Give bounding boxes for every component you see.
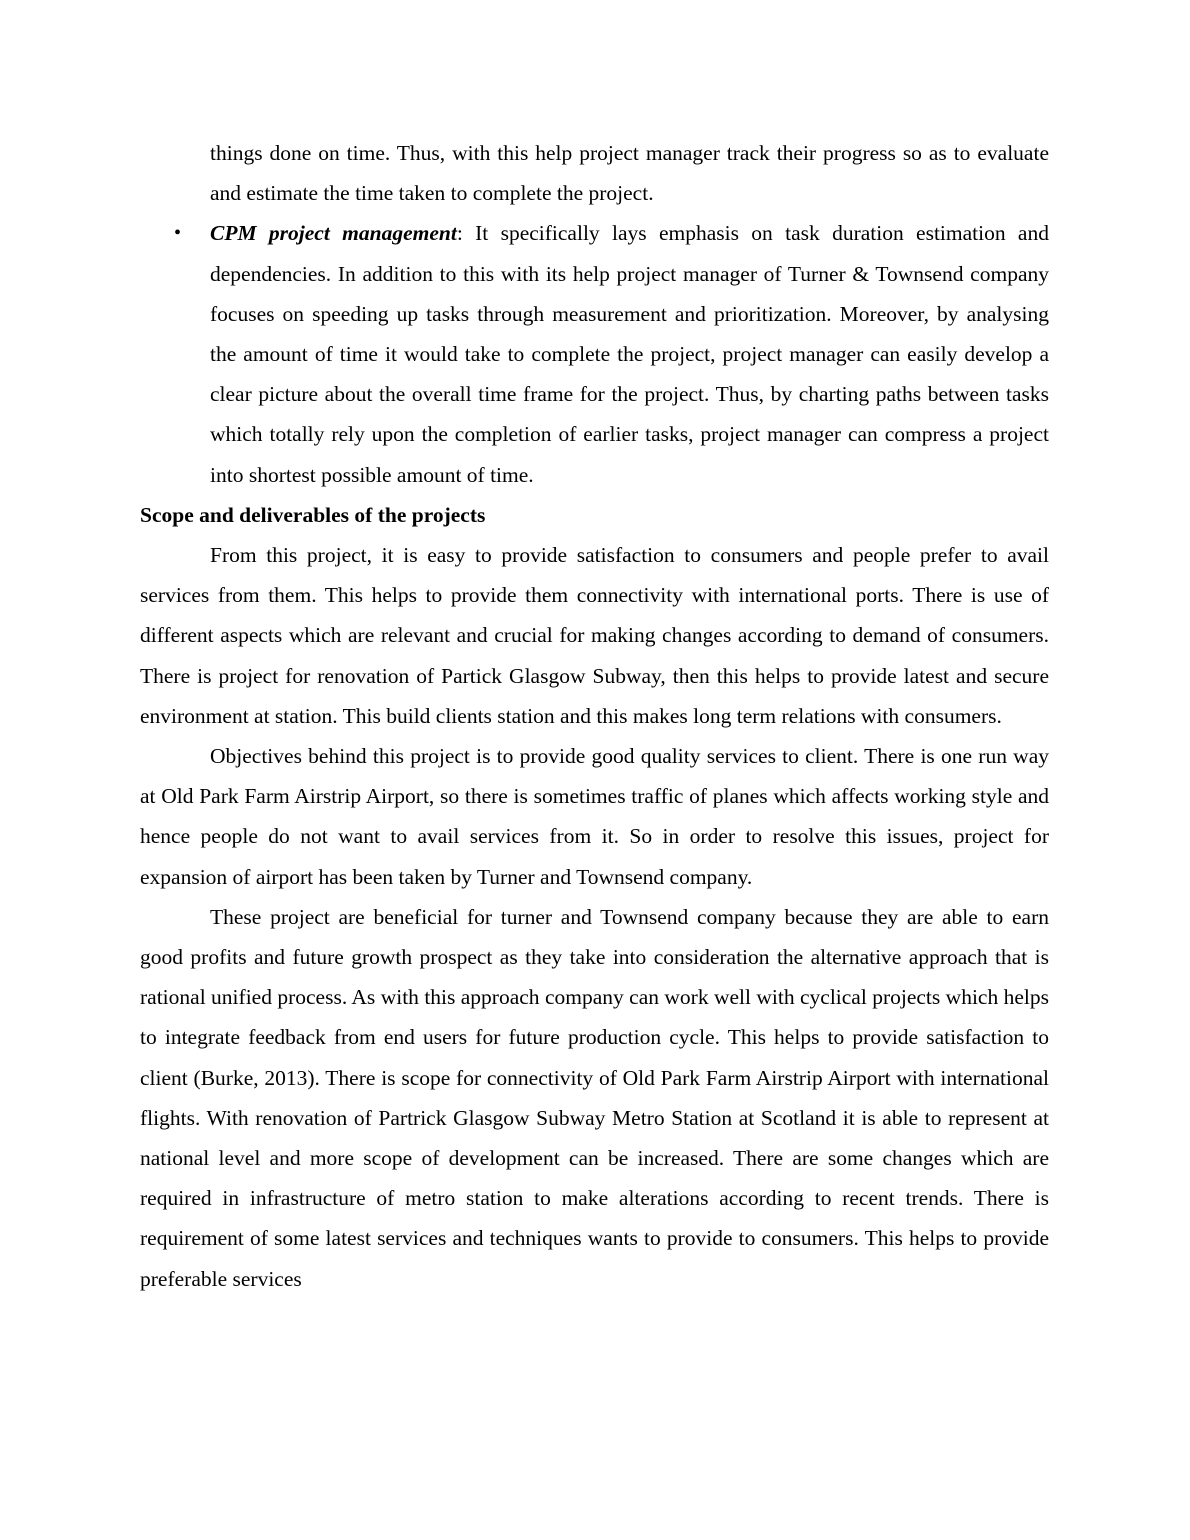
bullet-term: CPM project management	[210, 221, 457, 246]
bullet-item-cpm	[174, 213, 1049, 494]
bullet-continuation-text: things done on time. Thus, with this help project manager track their progress so as to evaluate and estimate the time taken to complete the project.	[210, 141, 1049, 206]
section-heading: Scope and deliverables of the projects	[140, 502, 486, 527]
bullet-icon: •	[174, 222, 182, 245]
body-paragraph: These project are beneficial for turner and Townsend company because they are able to earn good profits and future growth prospect as they take into consideration the alternative approach that is rational unified process. As with this approach company can work well with cyclical projects which helps to integrate feedback from end users for future production cycle. This helps to provide satisfaction to client (Burke, 2013). There is scope for connectivity of Old Park Farm Airstrip Airport with international flights. With renovation of Partrick Glasgow Subway Metro Station at Scotland it is able to represent at national level and more scope of development can be increased. There are some changes which are required in infrastructure of metro station to make alterations according to recent trends. There is requirement of some latest services and techniques wants to provide to consumers. This helps to provide preferable services	[140, 904, 1049, 1291]
body-paragraph: Objectives behind this project is to provide good quality services to client. There is one run way at Old Park Farm Airstrip Airport, so there is sometimes traffic of planes which affects working style and hence people do not want to avail services from it. So in order to resolve this issues, project for expansion of airport has been taken by Turner and Townsend company.	[140, 744, 1049, 889]
body-paragraph: From this project, it is easy to provide satisfaction to consumers and people prefer to avail services from them. This helps to provide them connectivity with international ports. There is use of different aspects which are relevant and crucial for making changes according to demand of consumers. There is project for renovation of Partick Glasgow Subway, then this helps to provide latest and secure environment at station. This build clients station and this makes long term relations with consumers.	[140, 543, 1049, 728]
bullet-separator: :	[456, 221, 463, 246]
bullet-text: It specifically lays emphasis on task duration estimation and dependencies. In addition to this with its help project manager of Turner & Townsend company focuses on speeding up tasks through measurement and prioritization. Moreover, by analysing the amount of time it would take to complete the project, project manager can easily develop a clear picture about the overall time frame for the project. Thus, by charting paths between tasks which totally rely upon the completion of earlier tasks, project manager can compress a project into shortest possible amount of time.	[210, 221, 1049, 487]
document-page	[140, 133, 1049, 1299]
